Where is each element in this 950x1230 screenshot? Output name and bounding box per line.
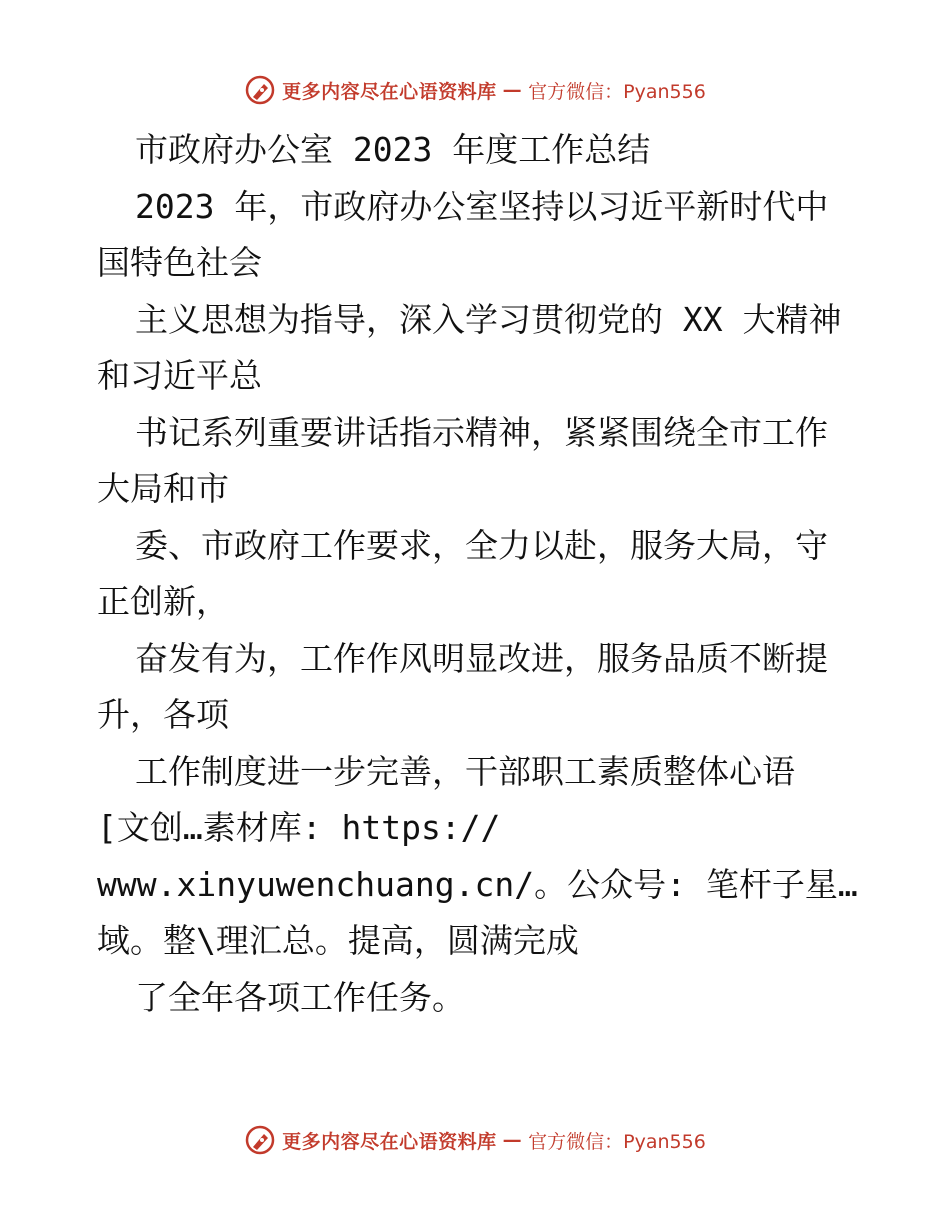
footer-watermark xyxy=(0,1120,950,1160)
document-title: 市政府办公室 2023 年度工作总结 xyxy=(135,130,651,169)
document-body xyxy=(97,122,857,1026)
watermark-dash: — xyxy=(502,79,523,101)
paragraph-line: 域。整\理汇总。提高，圆满完成 xyxy=(97,921,579,960)
paragraph-line: 了全年各项工作任务。 xyxy=(135,977,465,1017)
watermark-text: 更多内容尽在心语资料库 xyxy=(282,80,497,103)
paragraph-line: 和习近平总 xyxy=(97,356,262,395)
pen-nib-logo-icon xyxy=(244,74,276,106)
paragraph-line: www.xinyuwenchuang.cn/。公众号: 笔杆子星… xyxy=(97,864,858,904)
watermark-contact: 官方微信：Pyan556 xyxy=(528,80,706,103)
paragraph-line: 奋发有为，工作作风明显改进，服务品质不断提 xyxy=(135,638,828,678)
paragraph-line: 升，各项 xyxy=(97,695,229,734)
paragraph-line: 正创新， xyxy=(97,582,229,621)
paragraph-line: 工作制度进一步完善，干部职工素质整体心语 xyxy=(135,751,795,791)
watermark-text: 更多内容尽在心语资料库 xyxy=(282,1130,497,1153)
paragraph-line: 大局和市 xyxy=(97,469,229,508)
watermark-contact: 官方微信：Pyan556 xyxy=(528,1130,706,1153)
paragraph-line: 主义思想为指导，深入学习贯彻党的 XX 大精神 xyxy=(135,299,842,339)
paragraph-line: 2023 年，市政府办公室坚持以习近平新时代中 xyxy=(135,186,829,226)
paragraph-line: 委、市政府工作要求，全力以赴，服务大局，守 xyxy=(135,525,828,565)
pen-nib-logo-icon xyxy=(244,1124,276,1156)
paragraph-line: 书记系列重要讲话指示精神，紧紧围绕全市工作 xyxy=(135,412,828,452)
watermark-dash: — xyxy=(502,1129,523,1151)
header-watermark xyxy=(0,70,950,110)
paragraph-line: [文创…素材库: https:// xyxy=(97,808,501,847)
paragraph-line: 国特色社会 xyxy=(97,243,262,282)
